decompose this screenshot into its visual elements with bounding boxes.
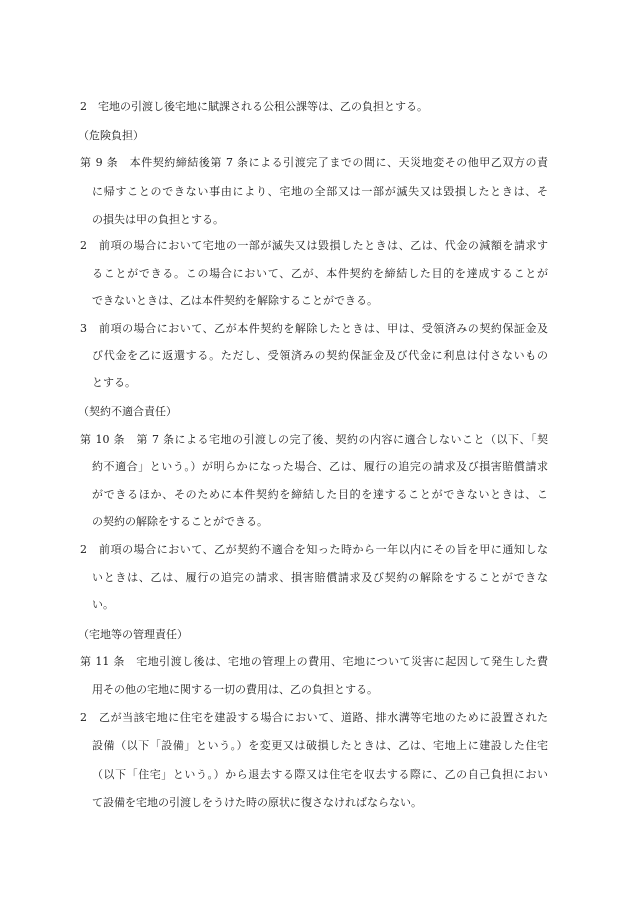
article-9-para-1-line-1: 第 9 条 本件契約締結後第 7 条による引渡完了までの間に、天災地変その他甲乙双方の責: [80, 156, 548, 169]
article-10-para-2-line-3: い。: [92, 598, 114, 611]
article-9-para-3-line-1: 3 前項の場合において、乙が本件契約を解除したときは、甲は、受領済みの契約保証金及: [80, 322, 548, 335]
article-11-para-2-line-3: （以下「住宅」という。）から退去する際又は住宅を収去する際に、乙の自己負担におい: [92, 768, 548, 781]
article-9-para-2-line-1: 2 前項の場合において宅地の一部が滅失又は毀損したときは、乙は、代金の減額を請求す: [80, 239, 548, 252]
article-10-para-1-line-1: 第 10 条 第 7 条による宅地の引渡しの完了後、契約の内容に適合しないこと（以下、「契: [80, 433, 548, 446]
article-9-para-2-line-3: できないときは、乙は本件契約を解除することができる。: [92, 294, 378, 307]
article-9-para-2-line-2: ることができる。この場合において、乙が、本件契約を締結した目的を達成することが: [92, 267, 548, 280]
article-9-para-1-line-3: の損失は甲の負担とする。: [92, 213, 224, 226]
article-11-caption: （宅地等の管理責任）: [78, 628, 188, 641]
article-10-para-1-line-3: ができるほか、そのために本件契約を締結した目的を達することができないときは、こ: [92, 488, 548, 501]
article-11-para-2-line-4: て設備を宅地の引渡しをうけた時の原状に復さなければならない。: [92, 796, 422, 809]
article-9-para-1-line-2: に帰すことのできない事由により、宅地の全部又は一部が滅失又は毀損したときは、そ: [92, 185, 548, 198]
article-11-para-1-line-2: 用その他の宅地に関する一切の費用は、乙の負担とする。: [92, 683, 378, 696]
article-10-para-2-line-1: 2 前項の場合において、乙が契約不適合を知った時から一年以内にその旨を甲に通知しな: [80, 543, 548, 556]
article-9-para-3-line-3: とする。: [92, 376, 136, 389]
article-10-caption: （契約不適合責任）: [78, 405, 177, 418]
article-11-para-2-line-1: 2 乙が当該宅地に住宅を建設する場合において、道路、排水溝等宅地のために設置された: [80, 711, 548, 724]
preceding-article-para-2-line-1: 2 宅地の引渡し後宅地に賦課される公租公課等は、乙の負担とする。: [80, 100, 428, 113]
article-11-para-1-line-1: 第 11 条 宅地引渡し後は、宅地の管理上の費用、宅地について災害に起因して発生した費: [80, 655, 548, 668]
article-10-para-1-line-2: 約不適合」という。）が明らかになった場合、乙は、履行の追完の請求及び損害賠償請求: [92, 460, 548, 473]
article-9-caption: （危険負担）: [78, 129, 144, 142]
article-9-para-3-line-2: び代金を乙に返還する。ただし、受領済みの契約保証金及び代金に利息は付さないもの: [92, 349, 548, 362]
article-10-para-2-line-2: いときは、乙は、履行の追完の請求、損害賠償請求及び契約の解除をすることができな: [92, 571, 548, 584]
article-11-para-2-line-2: 設備（以下「設備」という。）を変更又は破損したときは、乙は、宅地上に建設した住宅: [92, 739, 548, 752]
article-10-para-1-line-4: の契約の解除をすることができる。: [92, 515, 268, 528]
